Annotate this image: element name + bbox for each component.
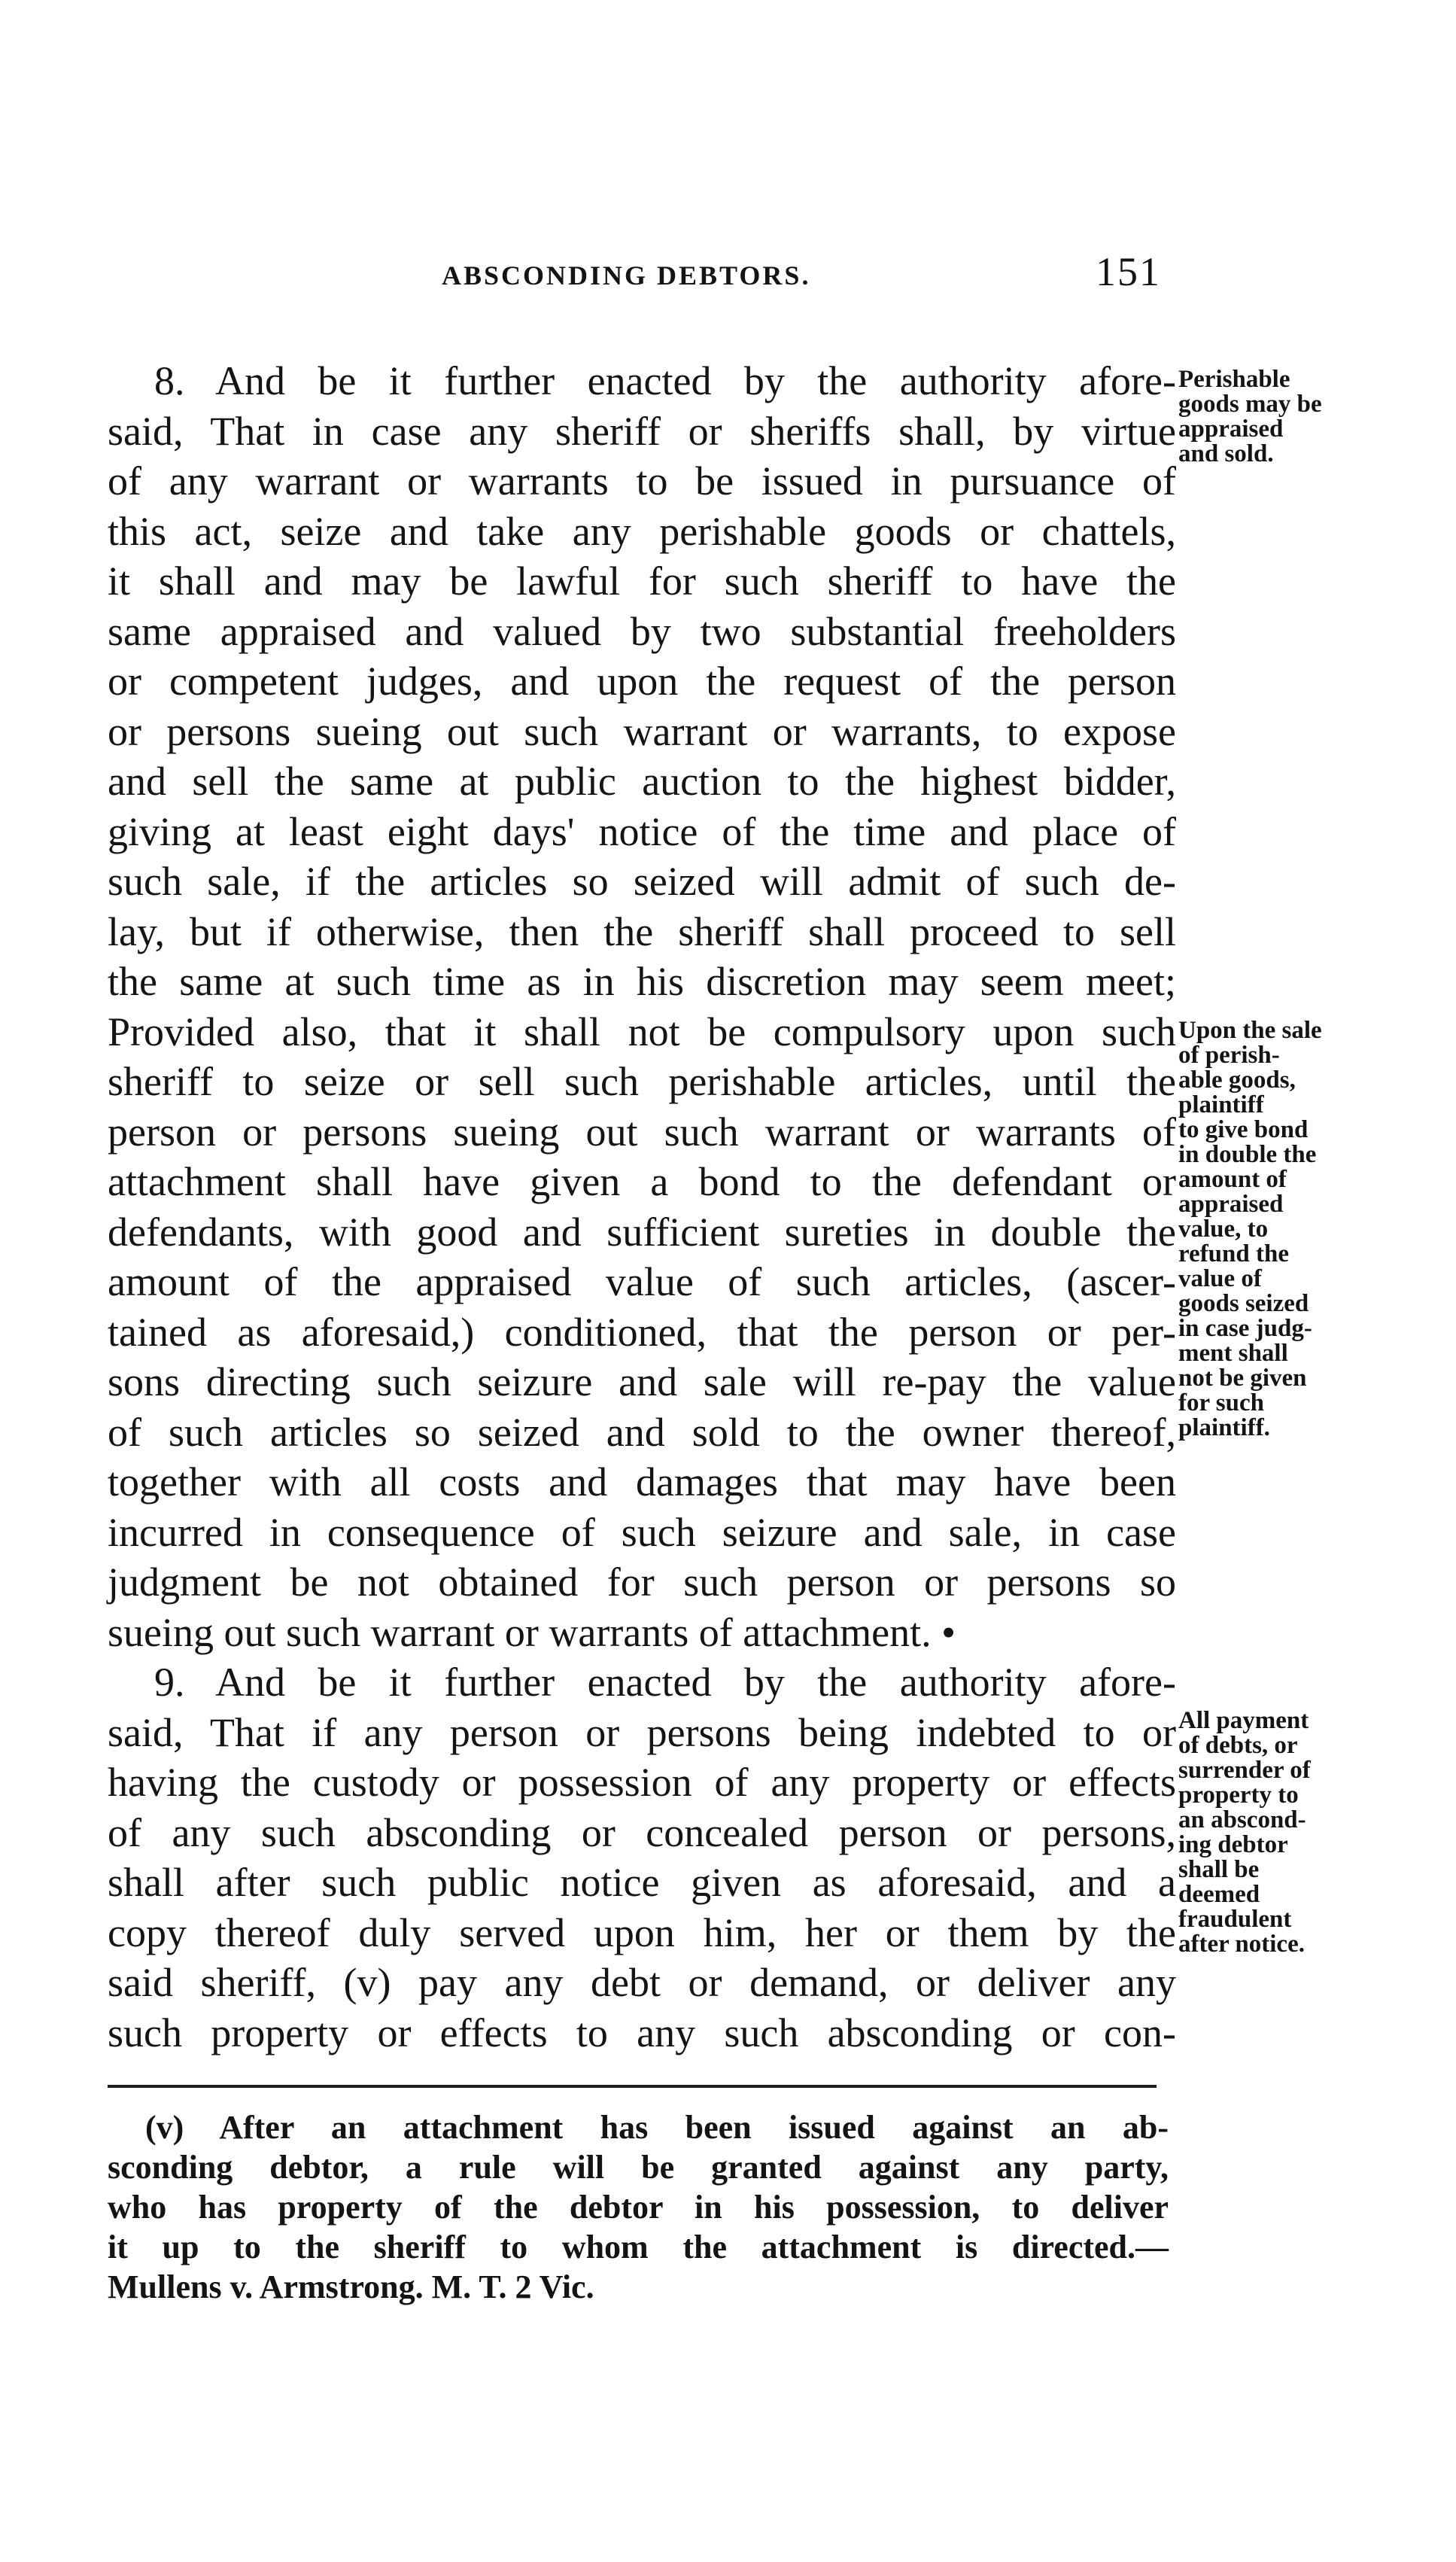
margin-note-line: value, to <box>1178 1216 1269 1243</box>
margin-note-perishable-goods <box>1178 367 1385 467</box>
margin-note-line: for such <box>1178 1389 1264 1416</box>
running-head: ABSCONDING DEBTORS. <box>442 260 811 291</box>
margin-note-line: plaintiff <box>1178 1091 1264 1118</box>
text-line: sons directing such seizure and sale will re-pay the value <box>108 1359 1176 1404</box>
margin-note-line: in double the <box>1178 1141 1317 1168</box>
margin-note-line: an abscond- <box>1178 1806 1306 1833</box>
text-line: of such articles so seized and sold to the owner thereof, <box>108 1409 1176 1455</box>
text-line: said, That in case any sheriff or sheriffs shall, by virtue <box>108 408 1176 454</box>
footnote <box>108 2107 1169 2307</box>
page-number: 151 <box>1096 249 1161 294</box>
margin-note-line: not be given <box>1178 1365 1307 1392</box>
text-line: judgment be not obtained for such person or persons so <box>108 1559 1176 1605</box>
footnote-line: sconding debtor, a rule will be granted against any party, <box>108 2149 1169 2186</box>
margin-note-line: value of <box>1178 1265 1262 1292</box>
text-line: and sell the same at public auction to the highest bidder, <box>108 759 1176 804</box>
text-line: together with all costs and damages that may have been <box>108 1459 1176 1505</box>
footnote-line: Mullens v. Armstrong. M. T. 2 Vic. <box>108 2268 594 2305</box>
text-line: same appraised and valued by two substantial freeholders <box>108 608 1176 654</box>
text-line: said sheriff, (v) pay any debt or demand, or deliver any <box>108 1960 1176 2005</box>
text-line: shall after such public notice given as aforesaid, and a <box>108 1860 1176 1905</box>
text-line: copy thereof duly served upon him, her or them by the <box>108 1909 1176 1955</box>
footnote-divider <box>108 2085 1157 2088</box>
text-line: sueing out such warrant or warrants of attachment. • <box>108 1609 956 1655</box>
text-line: such sale, if the articles so seized will admit of such de- <box>108 859 1176 904</box>
margin-note-line: goods seized <box>1178 1290 1309 1317</box>
text-line: amount of the appraised value of such articles, (ascer- <box>108 1259 1176 1304</box>
text-line: person or persons sueing out such warrant or warrants of <box>108 1109 1176 1155</box>
text-line: sheriff to seize or sell such perishable articles, until the <box>108 1059 1176 1104</box>
text-line: such property or effects to any such absconding or con- <box>108 2010 1176 2055</box>
footnote-line: who has property of the debtor in his possession, to deliver <box>108 2189 1169 2226</box>
margin-note-line: appraised <box>1178 415 1284 443</box>
margin-note-fraudulent-payment <box>1178 1709 1385 1957</box>
margin-note-line: goods may be <box>1178 391 1322 418</box>
margin-note-line: plaintiff. <box>1178 1414 1270 1441</box>
margin-note-line: to give bond <box>1178 1116 1309 1143</box>
text-line: defendants, with good and sufficient sureties in double the <box>108 1209 1176 1255</box>
margin-note-line: appraised <box>1178 1191 1284 1218</box>
margin-note-line: of debts, or <box>1178 1732 1298 1759</box>
margin-note-line: ment shall <box>1178 1340 1288 1367</box>
margin-note-line: in case judg- <box>1178 1315 1312 1342</box>
text-line: this act, seize and take any perishable goods or chattels, <box>108 508 1176 554</box>
text-line: or competent judges, and upon the request of the person <box>108 659 1176 704</box>
text-line: having the custody or possession of any property or effects <box>108 1760 1176 1805</box>
margin-note-line: fraudulent <box>1178 1906 1292 1933</box>
text-line: it shall and may be lawful for such sheriff to have the <box>108 558 1176 604</box>
margin-note-line: deemed <box>1178 1881 1260 1908</box>
margin-note-bond-requirement <box>1178 1018 1385 1441</box>
text-line: 9. And be it further enacted by the authority afore- <box>154 1660 1176 1705</box>
margin-note-line: refund the <box>1178 1240 1289 1267</box>
margin-note-line: Perishable <box>1178 366 1290 393</box>
margin-note-line: ing debtor <box>1178 1831 1288 1858</box>
margin-note-line: All payment <box>1178 1707 1309 1734</box>
text-line: incurred in consequence of such seizure and sale, in case <box>108 1509 1176 1555</box>
margin-note-line: surrender of <box>1178 1757 1311 1784</box>
margin-note-line: able goods, <box>1178 1066 1296 1094</box>
text-line: the same at such time as in his discretion may seem meet; <box>108 959 1176 1004</box>
text-line: of any warrant or warrants to be issued in pursuance of <box>108 458 1176 504</box>
margin-note-line: of perish- <box>1178 1042 1280 1069</box>
text-line: or persons sueing out such warrant or warrants, to expose <box>108 708 1176 754</box>
text-line: said, That if any person or persons being indebted to or <box>108 1709 1176 1755</box>
text-line: 8. And be it further enacted by the authority afore- <box>154 358 1176 403</box>
section-9-paragraph <box>108 1657 1176 2058</box>
margin-note-line: Upon the sale <box>1178 1017 1322 1044</box>
margin-note-line: and sold. <box>1178 440 1274 467</box>
text-line: lay, but if otherwise, then the sheriff shall proceed to sell <box>108 908 1176 954</box>
margin-note-line: after notice. <box>1178 1931 1305 1958</box>
text-line: Provided also, that it shall not be compulsory upon such <box>108 1009 1176 1054</box>
margin-note-line: shall be <box>1178 1856 1260 1883</box>
text-line: attachment shall have given a bond to the defendant or <box>108 1159 1176 1204</box>
text-line: giving at least eight days' notice of the time and place of <box>108 808 1176 854</box>
text-line: of any such absconding or concealed person or persons, <box>108 1809 1176 1855</box>
text-line: tained as aforesaid,) conditioned, that the person or per- <box>108 1309 1176 1355</box>
margin-note-line: amount of <box>1178 1166 1287 1193</box>
margin-note-line: property to <box>1178 1782 1299 1809</box>
section-8-paragraph <box>108 356 1176 1657</box>
footnote-line: it up to the sheriff to whom the attachment is directed.— <box>108 2229 1169 2265</box>
footnote-line: (v) After an attachment has been issued against an ab- <box>145 2109 1169 2146</box>
